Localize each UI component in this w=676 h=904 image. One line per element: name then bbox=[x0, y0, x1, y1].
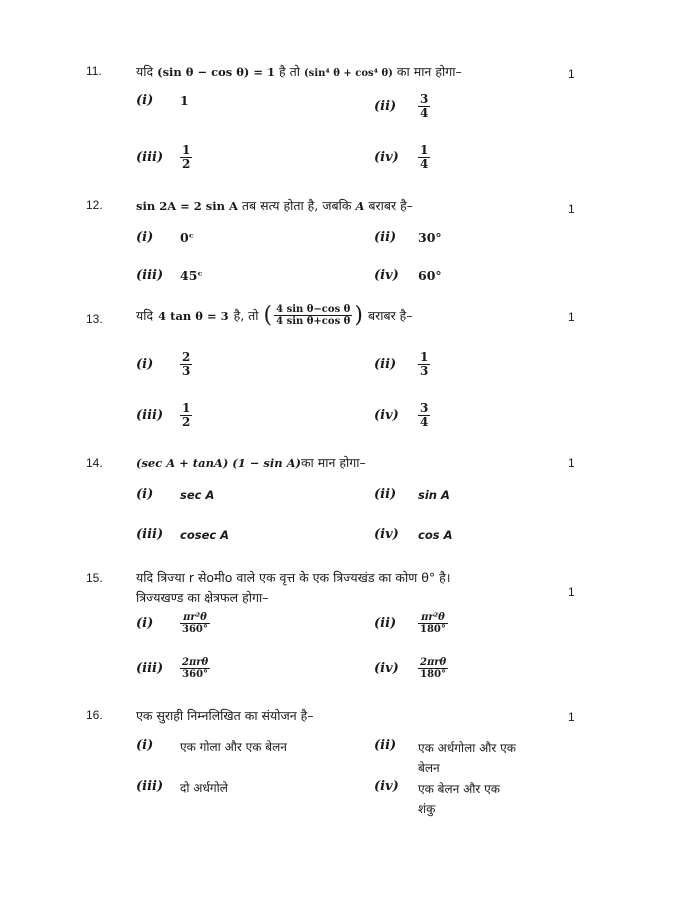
fraction: $\frac{1}{4}$ bbox=[420, 143, 429, 171]
option: (iii) $\frac{1}{2}$ bbox=[136, 401, 191, 429]
fraction: $\frac{\text{4 sin θ−cos θ}}{\text{4 sin θ+cos θ}}$ bbox=[276, 304, 351, 327]
option: (i) 0ᶜ bbox=[136, 230, 195, 245]
fraction: $\frac{2}{3}$ bbox=[182, 350, 191, 378]
fraction: $\frac{1}{2}$ bbox=[182, 401, 191, 429]
option: (ii) $\frac{1}{3}$ bbox=[374, 350, 429, 378]
option: (iv) एक बेलन और एक शंकु bbox=[374, 779, 500, 816]
marks: 1 bbox=[568, 67, 575, 81]
question-text: (sec A + tanA) (1 − sin A)का मान होगा– bbox=[136, 455, 366, 470]
option: (i) $\frac{2}{3}$ bbox=[136, 350, 191, 378]
option: (i) sec A bbox=[136, 487, 215, 502]
option: (i) 1 bbox=[136, 93, 189, 108]
question-number: 12. bbox=[86, 198, 103, 212]
option: (iv) 60° bbox=[374, 268, 442, 283]
question-number: 14. bbox=[86, 456, 103, 470]
marks: 1 bbox=[568, 202, 575, 216]
question-number: 16. bbox=[86, 708, 103, 722]
marks: 1 bbox=[568, 710, 575, 724]
option: (ii) 30° bbox=[374, 230, 442, 245]
option: (iv) cos A bbox=[374, 527, 453, 542]
option: (iii) $\frac{\text{2πrθ}}{360^\circ}$ bbox=[136, 657, 209, 680]
question-number: 15. bbox=[86, 571, 103, 585]
option: (iii) दो अर्धगोले bbox=[136, 779, 228, 795]
fraction: $\frac{\text{2πrθ}}{180^\circ}$ bbox=[420, 657, 447, 680]
marks: 1 bbox=[568, 456, 575, 470]
option: (ii) एक अर्धगोला और एक बेलन bbox=[374, 738, 516, 775]
option: (iv) $\frac{1}{4}$ bbox=[374, 143, 429, 171]
option: (iii) $\frac{1}{2}$ bbox=[136, 143, 191, 171]
fraction: $\frac{\text{πr²θ}}{360^\circ}$ bbox=[182, 612, 208, 635]
option: (iii) cosec A bbox=[136, 527, 230, 542]
question-text: यदि त्रिज्या r सेoमीo वाले एक वृत्त के एक त्रिज्यखंड का कोण θ° है। त्रिज्यखण्ड का क्षेत्रफल होगा– bbox=[136, 570, 451, 605]
option: (ii) sin A bbox=[374, 487, 450, 502]
option: (ii) $\frac{3}{4}$ bbox=[374, 92, 429, 120]
option: (iv) $\frac{\text{2πrθ}}{180^\circ}$ bbox=[374, 657, 447, 680]
fraction: $\frac{1}{2}$ bbox=[182, 143, 191, 171]
option: (ii) $\frac{\text{πr²θ}}{180^\circ}$ bbox=[374, 612, 446, 635]
fraction: $\frac{3}{4}$ bbox=[420, 401, 429, 429]
option: (i) एक गोला और एक बेलन bbox=[136, 738, 287, 754]
option: (iii) 45ᶜ bbox=[136, 268, 203, 283]
question-number: 11. bbox=[86, 64, 102, 78]
fraction: $\frac{\text{πr²θ}}{180^\circ}$ bbox=[420, 612, 446, 635]
fraction: $\frac{\text{2πrθ}}{360^\circ}$ bbox=[182, 657, 209, 680]
option: (i) $\frac{\text{πr²θ}}{360^\circ}$ bbox=[136, 612, 208, 635]
fraction: $\frac{3}{4}$ bbox=[420, 92, 429, 120]
question-text: एक सुराही निम्नलिखित का संयोजन है– bbox=[136, 708, 314, 723]
question-number: 13. bbox=[86, 312, 103, 326]
question-text: यदि 4 tan θ = 3 है, तो ( $\frac{\text{4 sin θ−cos θ}}{\text{4 sin θ+cos θ}}$ ) बराबर है– bbox=[136, 302, 413, 328]
question-text: sin 2A = 2 sin A तब सत्य होता है, जबकि A बराबर है– bbox=[136, 198, 414, 213]
fraction: $\frac{1}{3}$ bbox=[420, 350, 429, 378]
question-text: यदि (sin θ − cos θ) = 1 है तो (sin⁴ θ + cos⁴ θ) का मान होगा– bbox=[136, 64, 462, 79]
marks: 1 bbox=[568, 585, 575, 599]
marks: 1 bbox=[568, 310, 575, 324]
option: (iv) $\frac{3}{4}$ bbox=[374, 401, 429, 429]
